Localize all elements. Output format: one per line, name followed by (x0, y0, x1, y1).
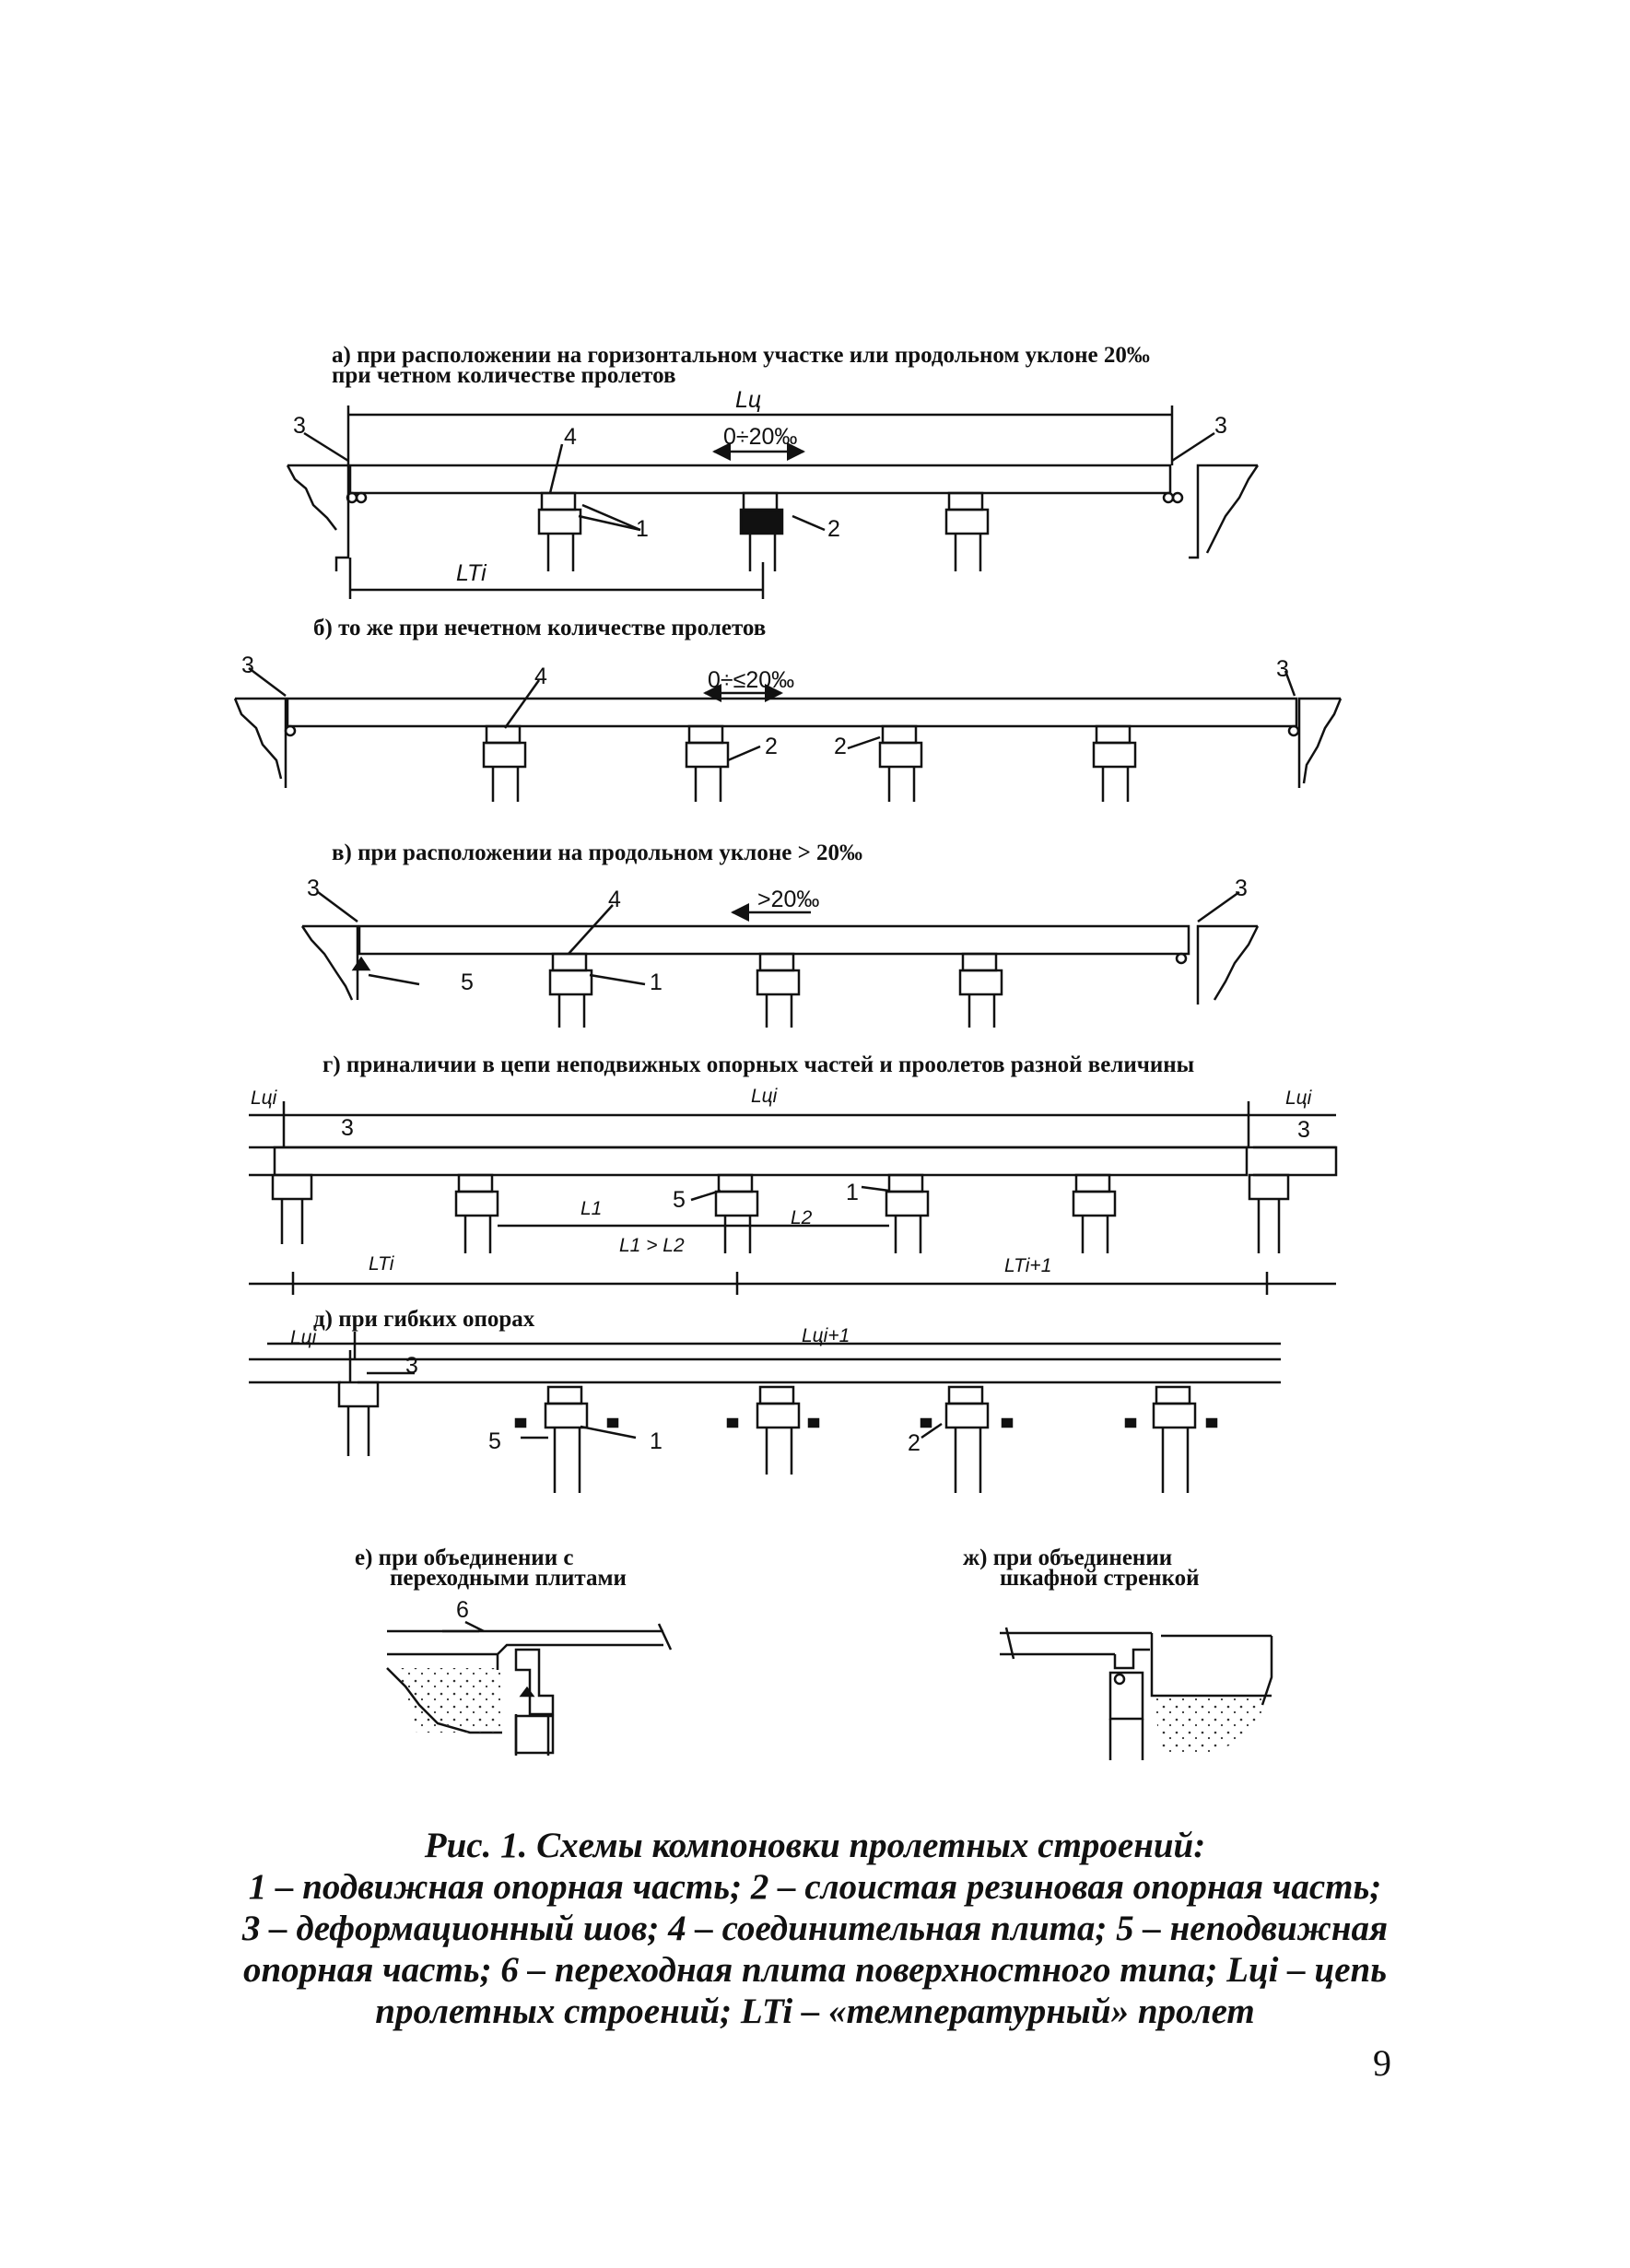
pier-g2 (716, 1175, 757, 1253)
label-Lci-d: Lцi (290, 1327, 317, 1348)
caption-line5: пролетных строений; LTi – «температурный» пролет (375, 1992, 1255, 2031)
panel-e-scheme (387, 1622, 671, 1756)
panel-e-title (355, 1545, 627, 1591)
label-1-v: 1 (650, 969, 663, 995)
label-3-b-right: 3 (1276, 656, 1289, 682)
label-2-b-2: 2 (834, 734, 847, 759)
label-Lci-g-right: Lцi (1285, 1087, 1312, 1109)
pier-b1 (484, 726, 525, 802)
label-LTi-g: LTi (369, 1253, 394, 1275)
pier-v3 (960, 954, 1002, 1028)
caption-line4: опорная часть; 6 – переходная плита поверхностного типа; Lцi – цепь (242, 1950, 1388, 1990)
panel-v-title: в) при расположении на продольном уклоне > 20‰ (332, 840, 863, 865)
pier-v2 (757, 954, 799, 1028)
pier-g3 (886, 1175, 928, 1253)
label-2-a: 2 (827, 516, 840, 542)
label-L1gtL2-g: L1 > L2 (619, 1235, 685, 1256)
panel-b-title: б) то же при нечетном количестве пролетов (313, 616, 767, 640)
panel-g-scheme (249, 1101, 1336, 1295)
page-number: 9 (1373, 2042, 1391, 2084)
pier-g4 (1073, 1175, 1115, 1253)
pier-d2 (757, 1387, 799, 1475)
label-3-b-left: 3 (241, 652, 254, 678)
panel-g-title: г) приналичии в цепи неподвижных опорных частей и проолетов разной величины (322, 1052, 1195, 1077)
label-5-d: 5 (488, 1428, 501, 1454)
label-3-g-right: 3 (1297, 1117, 1310, 1143)
label-slope-a: 0÷20‰ (723, 424, 798, 450)
label-Lci-g: Lцi (751, 1086, 778, 1107)
pier-a3 (946, 493, 988, 571)
panel-a-title-line2: при четном количестве пролетов (332, 363, 676, 388)
label-5-g: 5 (673, 1187, 686, 1213)
label-5-v: 5 (461, 969, 474, 995)
label-LTi-a: LTi (456, 560, 487, 586)
panel-d-title: д) при гибких опорах (313, 1307, 535, 1332)
pier-b4 (1094, 726, 1135, 802)
label-slope-v: >20‰ (757, 887, 820, 912)
label-2-d: 2 (908, 1430, 921, 1456)
pier-d0 (339, 1382, 378, 1456)
panel-zh-scheme (1000, 1628, 1272, 1760)
label-3-v-right: 3 (1235, 875, 1248, 901)
label-4-b: 4 (534, 664, 547, 689)
pier-d4 (1154, 1387, 1195, 1493)
pier-b3 (880, 726, 921, 802)
panel-a-title-line1: а) при расположении на горизонтальном участке или продольном уклоне 20‰ (332, 343, 1150, 368)
pier-a2 (741, 493, 782, 571)
pier-g0 (273, 1175, 311, 1244)
label-Lci1-d: Lцi+1 (802, 1325, 850, 1346)
label-1-g: 1 (846, 1180, 859, 1205)
label-3-v-left: 3 (307, 875, 320, 901)
label-4-v: 4 (608, 887, 621, 912)
label-1-d: 1 (650, 1428, 663, 1454)
pier-a1 (539, 493, 580, 571)
panel-zh-title (963, 1545, 1200, 1591)
panel-zh-title-line1: ж) при объединении (963, 1545, 1173, 1570)
panel-a-title (332, 343, 1150, 388)
pier-d3 (946, 1387, 988, 1493)
pier-g1 (456, 1175, 498, 1253)
caption-line1: Рис. 1. Схемы компоновки пролетных строений: (424, 1826, 1206, 1865)
deck-g (275, 1147, 1247, 1175)
label-L2-g: L2 (791, 1207, 813, 1228)
deck-v (359, 926, 1189, 954)
panel-zh-title-line2: шкафной стренкой (1000, 1566, 1200, 1591)
label-2-b-1: 2 (765, 734, 778, 759)
pier-b2 (686, 726, 728, 802)
label-6-e: 6 (456, 1597, 469, 1623)
caption-line3: 3 – деформационный шов; 4 – соединительная плита; 5 – неподвижная (241, 1909, 1389, 1948)
label-3-a-left: 3 (293, 413, 306, 439)
pier-g5 (1249, 1175, 1288, 1253)
label-Lc-a: Lц (735, 387, 762, 413)
panel-e-title-line2: переходными плитами (390, 1566, 627, 1591)
deck-b (287, 699, 1296, 726)
pier-v1 (550, 954, 592, 1028)
panel-e-title-line1: е) при объединении с (355, 1545, 574, 1570)
label-slope-b: 0÷≤20‰ (708, 667, 795, 693)
caption-line2: 1 – подвижная опорная часть; 2 – слоистая резиновая опорная часть; (248, 1867, 1382, 1907)
label-LTi1-g: LTi+1 (1004, 1255, 1052, 1276)
deck-a (350, 465, 1170, 493)
label-3-a-right: 3 (1214, 413, 1227, 439)
label-Lci-g-left: Lцi (251, 1087, 277, 1109)
panel-d-scheme (249, 1332, 1281, 1493)
label-3-d: 3 (405, 1353, 418, 1379)
figure-caption (138, 1825, 1492, 2032)
label-L1-g: L1 (580, 1198, 603, 1219)
label-1-a: 1 (636, 516, 649, 542)
pier-d1 (545, 1387, 587, 1493)
label-3-g-left: 3 (341, 1115, 354, 1141)
label-4-a: 4 (564, 424, 577, 450)
